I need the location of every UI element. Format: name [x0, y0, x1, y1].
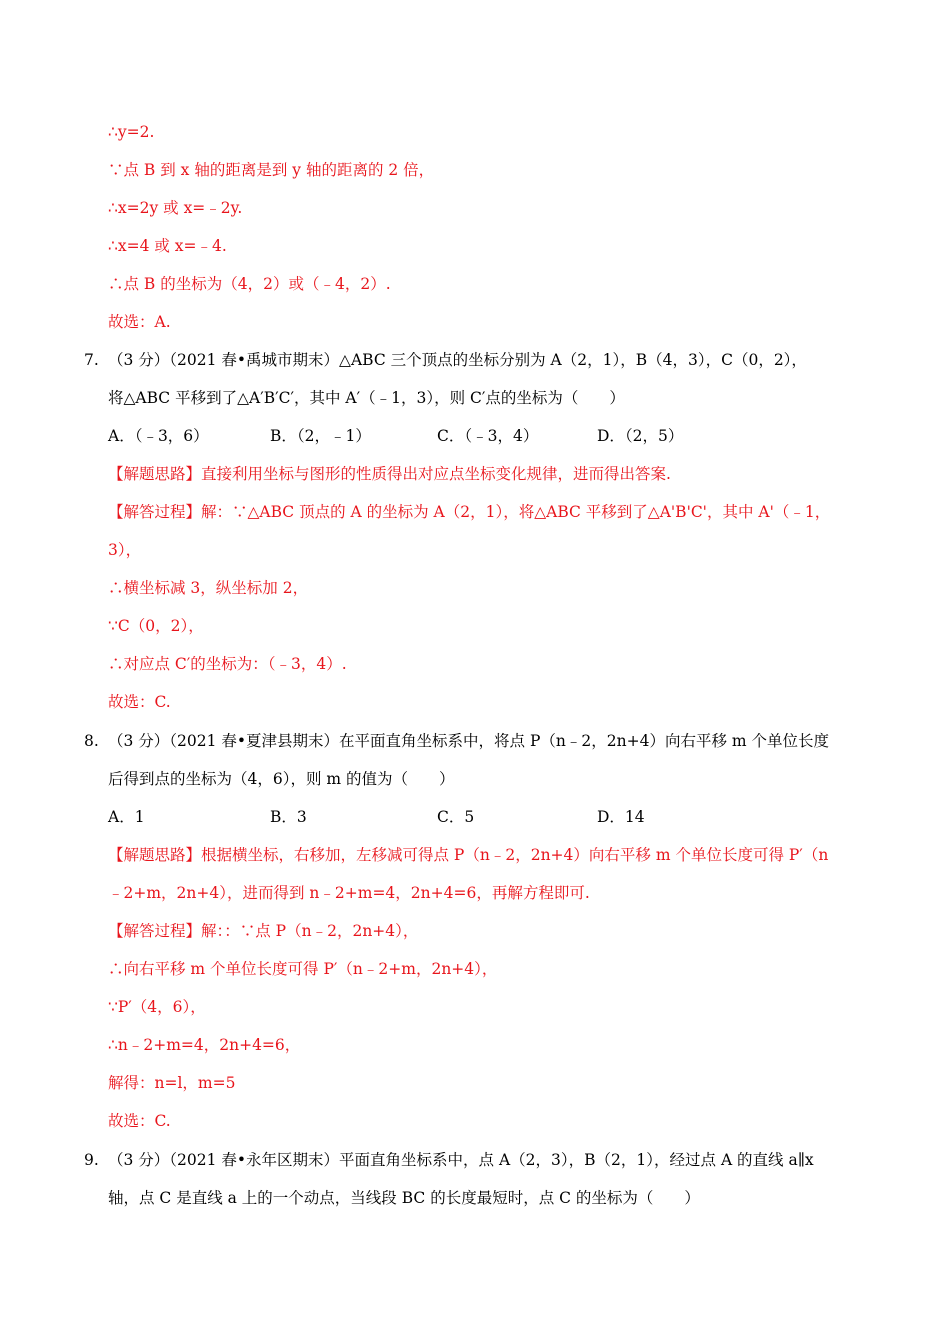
option-c: C．（﹣3，4）: [437, 427, 539, 445]
answer-line: 故选：C.: [108, 693, 171, 711]
option-d: D．14: [597, 808, 645, 826]
solution-line: 解得：n=l，m=5: [108, 1074, 236, 1092]
solution-line: ∴对应点 C′的坐标为：（﹣3，4）.: [108, 655, 347, 673]
solution-line: ∵P′（4，6），: [108, 998, 206, 1016]
option-b: B．（2，﹣1）: [270, 427, 371, 445]
solution-process: 3），: [108, 541, 142, 559]
solution-idea: 【解题思路】直接利用坐标与图形的性质得出对应点坐标变化规律，进而得出答案.: [108, 465, 671, 483]
answer-line: 故选：C.: [108, 1112, 171, 1130]
question-stem: （3 分）（2021 春•永年区期末）平面直角坐标系中，点 A（2，3），B（2，1），经过点 A 的直线 a∥x: [108, 1151, 814, 1169]
option-c: C．5: [437, 808, 475, 826]
solution-line: ∵点 B 到 x 轴的距离是到 y 轴的距离的 2 倍，: [108, 161, 435, 179]
question-stem: 轴，点 C 是直线 a 上的一个动点，当线段 BC 的长度最短时，点 C 的坐标为（ ）: [108, 1189, 700, 1207]
answer-line: 故选：A.: [108, 313, 171, 331]
option-b: B．3: [270, 808, 307, 826]
solution-line: ∵C（0，2），: [108, 617, 204, 635]
question-stem: 将△ABC 平移到了△A′B′C′，其中 A′（﹣1，3），则 C′点的坐标为（ ）: [108, 389, 625, 407]
question-number: 9.: [84, 1151, 99, 1169]
solution-line: ∴x=2y 或 x=﹣2y.: [108, 199, 243, 217]
option-d: D．（2，5）: [597, 427, 684, 445]
option-a: A．1: [108, 808, 145, 826]
solution-line: ∴向右平移 m 个单位长度可得 P′（n﹣2+m，2n+4），: [108, 960, 498, 978]
solution-process: 【解答过程】解：：∵点 P（n﹣2，2n+4），: [108, 922, 419, 940]
solution-process: 【解答过程】解：∵△ABC 顶点的 A 的坐标为 A（2，1），将△ABC 平移到了△A'B'C'，其中 A'（﹣1，: [108, 503, 831, 521]
option-a: A．（﹣3，6）: [108, 427, 209, 445]
question-stem: （3 分）（2021 春•禹城市期末）△ABC 三个顶点的坐标分别为 A（2，1），B（4，3），C（0，2），: [108, 351, 807, 369]
solution-line: ∴点 B 的坐标为（4，2）或（﹣4，2）.: [108, 275, 391, 293]
solution-idea: 【解题思路】根据横坐标，右移加，左移减可得点 P（n﹣2，2n+4）向右平移 m 个单位长度可得 P′（n: [108, 846, 829, 864]
solution-line: ∴x=4 或 x=﹣4.: [108, 237, 227, 255]
solution-line: ∴n﹣2+m=4，2n+4=6，: [108, 1036, 301, 1054]
solution-idea: ﹣2+m，2n+4），进而得到 n﹣2+m=4，2n+4=6，再解方程即可.: [108, 884, 590, 902]
question-stem: 后得到点的坐标为（4，6），则 m 的值为（ ）: [108, 770, 455, 788]
question-stem: （3 分）（2021 春•夏津县期末）在平面直角坐标系中，将点 P（n﹣2，2n+4）向右平移 m 个单位长度: [108, 732, 830, 750]
question-number: 7.: [84, 351, 99, 369]
solution-line: ∴y=2.: [108, 123, 155, 141]
question-number: 8.: [84, 732, 99, 750]
solution-line: ∴横坐标减 3，纵坐标加 2，: [108, 579, 309, 597]
